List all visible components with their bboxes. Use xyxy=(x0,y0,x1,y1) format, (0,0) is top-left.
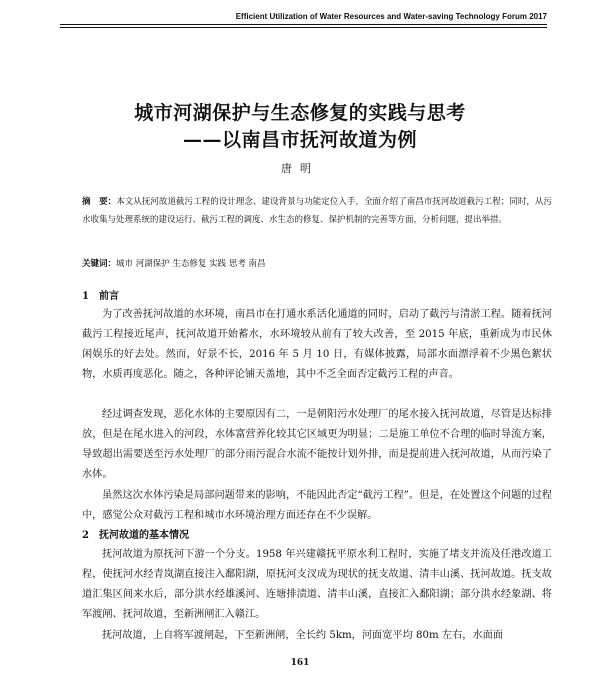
abstract-text: 本文从抚河故道截污工程的设计理念、建设背景与功能定位入手，全面介绍了南昌市抚河故道截污工程；同时，从污水收集与处理系统的建设运行、截污工程的调度、水生态的修复、保护机制的完善等方面，分析问题，提出举措。 xyxy=(82,197,552,225)
abstract xyxy=(82,193,552,229)
abstract-label: 摘 要： xyxy=(82,197,117,207)
running-header: Efficient Utilization of Water Resources and Water-saving Technology Forum 2017 xyxy=(235,12,547,21)
section-heading-1: 1 前言 xyxy=(82,291,119,302)
keywords-text: 城市 河湖保护 生态修复 实践 思考 南昌 xyxy=(116,259,266,269)
page-number: 161 xyxy=(290,658,310,668)
paragraph-3: 虽然这次水体污染是局部问题带来的影响，不能因此否定“截污工程”。但是，在处置这个问题的过程中，感觉公众对截污工程和城市水环境治理方面还存在不少误解。 xyxy=(82,490,552,521)
paragraph-4: 抚河故道为原抚河下游一个分支。1958 年兴建赣抚平原水利工程时，实施了堵支并流及任港改道工程，使抚河水经青岚湖直接注入鄱阳湖，原抚河支汊成为现状的抚支故道、清丰山溪、抚河故道。抚支故道汇集区间来水后，部分洪水经雄溪河、连塘排渍道、清丰山溪，直接汇入鄱阳湖；部分洪水经象湖、将军渡闸、抚河故道，至新洲闸汇入赣江。 xyxy=(82,549,552,620)
paragraph-5: 抚河故道，上自将军渡闸起，下至新洲闸，全长约 5km，河面宽平均 80m 左右，水面面 xyxy=(102,630,504,641)
title-line-2: ——以南昌市抚河故道为例 xyxy=(182,129,417,151)
paragraph-2: 经过调查发现，恶化水体的主要原因有二，一是朝阳污水处理厂的尾水接入抚河故道，尽管是达标排放，但是在尾水进入的河段，水体富营养化较其它区域更为明显；二是施工单位不合理的临时导流方案，导致超出需要送至污水处理厂的部分雨污混合水流不能按计划外排，而是提前进入抚河故道，从而污染了水体。 xyxy=(82,409,552,480)
keywords xyxy=(82,258,552,270)
section-heading-2: 2 抚河故道的基本情况 xyxy=(82,530,189,541)
header-rule-thin xyxy=(60,27,547,28)
keywords-label: 关键词： xyxy=(82,259,117,269)
author-name: 唐明 xyxy=(281,162,319,175)
title-line-1: 城市河湖保护与生态修复的实践与思考 xyxy=(134,102,466,124)
header-rule-thick xyxy=(60,24,547,25)
paragraph-1: 为了改善抚河故道的水环境，南昌市在打通水系活化通道的同时，启动了截污与清淤工程。随着抚河截污工程接近尾声，抚河故道开始蓄水，水环境较从前有了较大改善，至 2015 年底，重新成为市民休闲娱乐的好去处。然而，好景不长，2016 年 5 月 10 日，有媒体披露，局部水面漂浮着不少黑色絮状物，水质再度恶化。随之，各种评论铺天盖地，其中不乏全面否定截污工程的声音。 xyxy=(82,309,552,380)
